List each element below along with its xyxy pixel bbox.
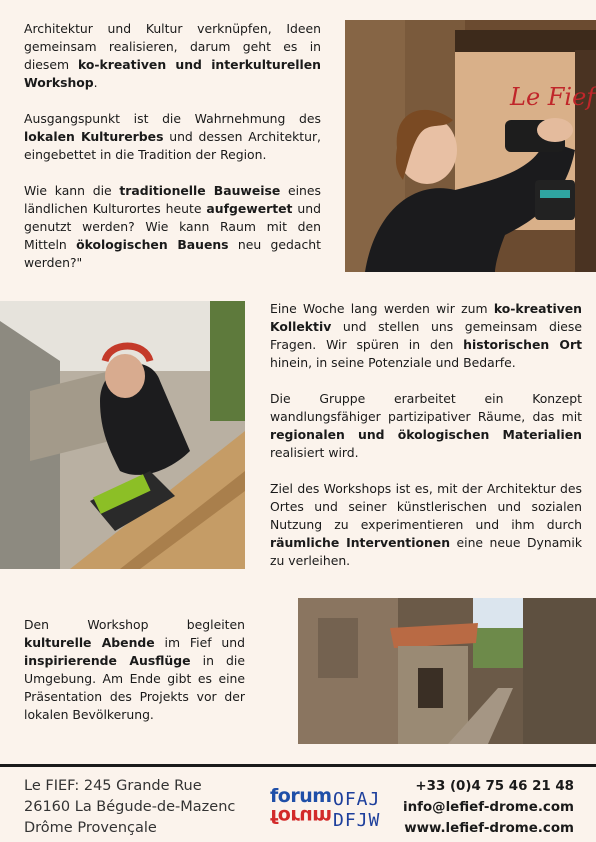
text-run: und genutzt werden? Wie kann Raum mit den Mitteln xyxy=(24,201,321,252)
text-run: Eine Woche lang werden wir zum xyxy=(270,301,494,316)
bold-text: traditionelle Bauweise xyxy=(119,183,281,198)
text-run: Die Gruppe erarbeitet ein Konzept wandlungsfähiger partizipativer Räume, das mit xyxy=(270,391,582,424)
bold-text: regionalen und ökologischen Materialien xyxy=(270,427,582,442)
paragraph xyxy=(24,616,245,724)
address-line: Le FIEF: 245 Grande Rue xyxy=(24,778,202,794)
text-run: und stellen uns gemeinsam diese Fragen. Wir spüren in den xyxy=(270,319,582,352)
text-run: Wie kann die xyxy=(24,183,120,198)
phone-link[interactable]: +33 (0)4 75 46 21 48 xyxy=(415,779,574,794)
bold-text: historischen Ort xyxy=(463,337,582,352)
text-run: hinein, in seine Potenziale und Bedarfe. xyxy=(270,355,516,370)
footer xyxy=(0,764,596,842)
paragraph xyxy=(24,110,321,164)
paragraph xyxy=(270,390,582,462)
text-run: in die Umgebung. Am Ende gibt es eine Präsentation des Projekts vor der lokalen Bevölkerung. xyxy=(24,653,245,722)
partner-logos xyxy=(270,787,400,833)
bold-text: ökologischen Bauens xyxy=(76,237,229,252)
email-link[interactable]: info@lefief-drome.com xyxy=(403,800,574,815)
photo-woman-sawing xyxy=(0,301,245,569)
sign-text: Le Fief xyxy=(510,83,596,111)
address xyxy=(24,776,235,839)
bold-text: ko-kreativen und interkulturellen Workshop xyxy=(24,57,321,90)
text-run: Architektur und Kultur verknüpfen, Ideen gemeinsam realisieren, darum geht es in diesem xyxy=(24,21,321,72)
bold-text: lokalen Kulturerbes xyxy=(24,129,164,144)
intro-text xyxy=(24,20,321,272)
text-run: eine neue Dynamik zu verleihen. xyxy=(270,535,582,568)
text-run: im Fief und xyxy=(154,635,245,650)
text-run: . xyxy=(93,75,98,90)
photo-woman-drilling xyxy=(345,20,596,272)
address-line: 26160 La Bégude-de-Mazenc xyxy=(24,799,236,815)
bold-text: kulturelle Abende xyxy=(24,635,155,650)
forum-logo: forum forum xyxy=(270,785,332,827)
ofaj-dfjw-logo: OFAJ DFJW xyxy=(333,789,381,831)
bold-text: aufgewertet xyxy=(206,201,293,216)
paragraph xyxy=(24,20,321,92)
paragraph xyxy=(270,480,582,570)
text-run: eines ländlichen Kulturortes heute xyxy=(24,183,321,216)
address-line: Drôme Provençale xyxy=(24,820,157,836)
text-run: Ausgangspunkt ist die Wahrnehmung des xyxy=(24,111,321,126)
paragraph xyxy=(24,182,321,272)
photo-stone-alley xyxy=(298,598,596,744)
workshop-text xyxy=(270,300,582,570)
bold-text: ko-kreativen Kollektiv xyxy=(270,301,582,334)
text-run: neu gedacht werden?" xyxy=(24,237,321,270)
bold-text: räumliche Interventionen xyxy=(270,535,451,550)
text-run: Ziel des Workshops ist es, mit der Architektur des Ortes und seiner künstlerischen und sozialen Nutzung zu experimentieren und ihm durch xyxy=(270,481,582,532)
website-link[interactable]: www.lefief-drome.com xyxy=(404,821,574,836)
text-run: realisiert wird. xyxy=(270,445,359,460)
bold-text: inspirierende Ausflüge xyxy=(24,653,191,668)
contact-info xyxy=(403,776,574,839)
text-run: und dessen Architektur, eingebettet in die Tradition der Region. xyxy=(24,129,321,162)
program-text xyxy=(24,616,245,724)
paragraph xyxy=(270,300,582,372)
text-run: Den Workshop begleiten xyxy=(24,617,245,632)
